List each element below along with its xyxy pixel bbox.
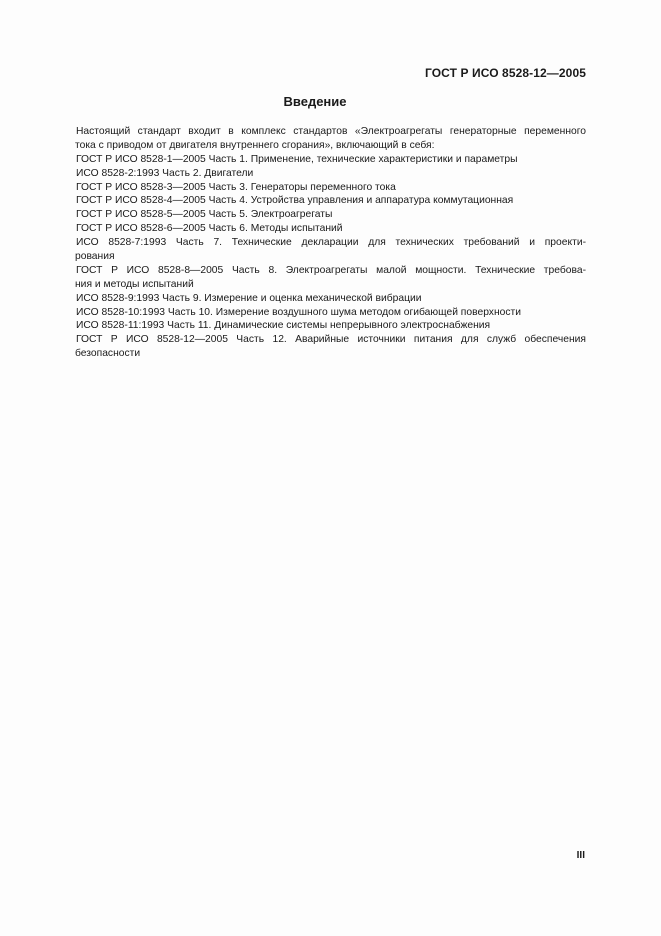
paragraph-line (75, 139, 586, 153)
line-text: рования (75, 251, 115, 263)
paragraph-line (76, 208, 586, 222)
line-text: ИСО 8528-10:1993 Часть 10. Измерение воздушного шума методом огибающей поверхности (76, 306, 521, 318)
paragraph-line (76, 333, 586, 347)
line-text: ГОСТ Р ИСО 8528-8—2005 Часть 8. Электроагрегаты малой мощности. Технические требова- (76, 264, 586, 276)
paragraph-line (75, 278, 586, 292)
paragraph-line (76, 319, 586, 333)
line-text: ния и методы испытаний (75, 278, 194, 290)
document-code: ГОСТ Р ИСО 8528-12—2005 (424, 66, 586, 80)
paragraph-line (76, 236, 586, 250)
line-text: Настоящий стандарт входит в комплекс стандартов «Электроагрегаты генераторные переменного (76, 126, 586, 137)
paragraph-line (76, 222, 586, 236)
paragraph-line (76, 167, 586, 181)
section-title: Введение (283, 94, 347, 109)
line-text: ИСО 8528-7:1993 Часть 7. Технические декларации для технических требований и проекти- (76, 237, 586, 249)
paragraph-line (76, 125, 586, 139)
paragraph-line (76, 194, 586, 208)
introduction-body (76, 125, 586, 361)
paragraph-line (76, 306, 586, 320)
line-text: ГОСТ Р ИСО 8528-12—2005 Часть 12. Аварийные источники питания для служб обеспечения (76, 334, 586, 346)
line-text: ГОСТ Р ИСО 8528-1—2005 Часть 1. Применение, технические характеристики и параметры (76, 153, 518, 165)
paragraph-line (76, 264, 586, 278)
line-text: безопасности (75, 348, 141, 360)
line-text: ГОСТ Р ИСО 8528-5—2005 Часть 5. Электроагрегаты (76, 209, 333, 221)
line-text: ИСО 8528-9:1993 Часть 9. Измерение и оценка механической вибрации (76, 292, 422, 304)
line-text: ИСО 8528-2:1993 Часть 2. Двигатели (76, 167, 254, 179)
line-text: ГОСТ Р ИСО 8528-3—2005 Часть 3. Генераторы переменного тока (76, 181, 396, 193)
line-text: ГОСТ Р ИСО 8528-6—2005 Часть 6. Методы испытаний (76, 223, 343, 235)
line-text: тока с приводом от двигателя внутреннего сгорания», включающий в себя: (75, 139, 435, 151)
paragraph-line (76, 153, 586, 167)
line-text: ГОСТ Р ИСО 8528-4—2005 Часть 4. Устройства управления и аппаратура коммутационная (76, 195, 514, 207)
paragraph-line (75, 250, 586, 264)
paragraph-line (75, 347, 586, 361)
line-text: ИСО 8528-11:1993 Часть 11. Динамические системы непрерывного электроснабжения (76, 320, 491, 332)
page-number: III (576, 850, 585, 861)
paragraph-line (76, 181, 586, 195)
paragraph-line (76, 292, 586, 306)
